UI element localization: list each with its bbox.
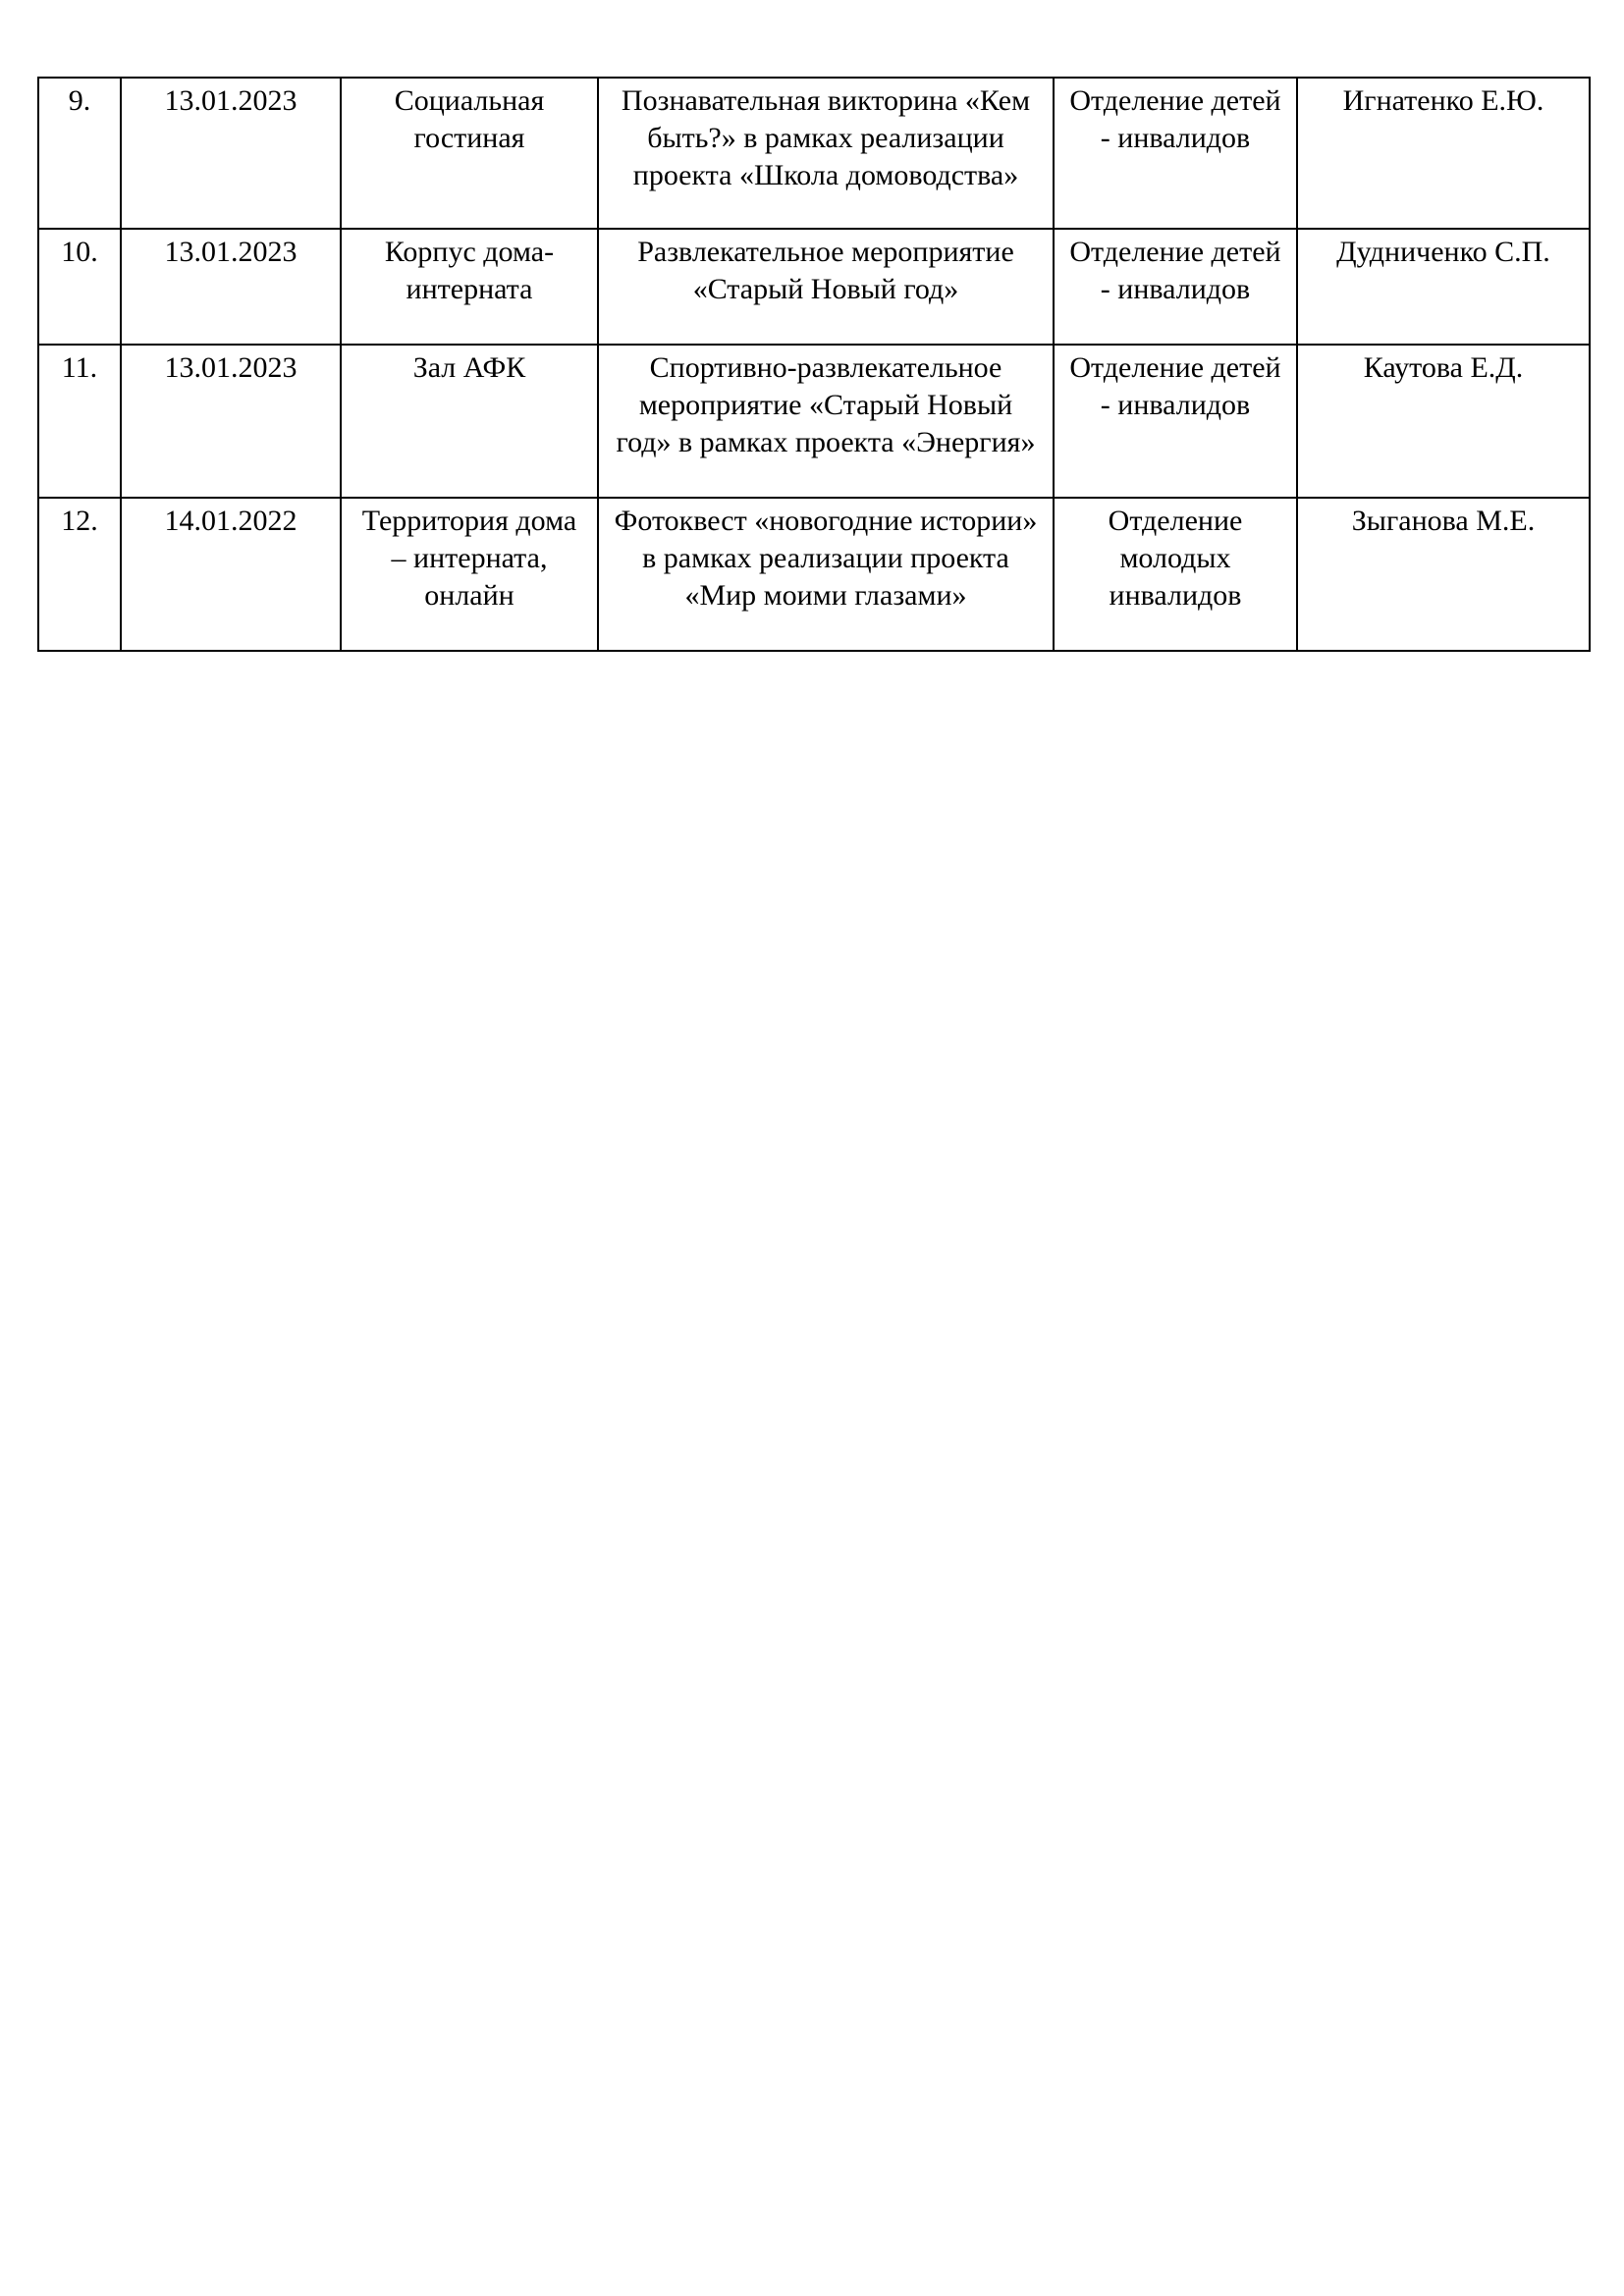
responsible-person: Игнатенко Е.Ю. (1297, 78, 1590, 229)
department: Отделение детей - инвалидов (1054, 229, 1297, 345)
table-row (38, 498, 1590, 651)
row-number: 11. (38, 345, 121, 498)
events-table (37, 77, 1591, 652)
department: Отделение детей - инвалидов (1054, 78, 1297, 229)
department: Отделение молодых инвалидов (1054, 498, 1297, 651)
row-number: 10. (38, 229, 121, 345)
event-title: Развлекательное мероприятие «Старый Новый год» (598, 229, 1054, 345)
table-row (38, 78, 1590, 229)
responsible-person: Дудниченко С.П. (1297, 229, 1590, 345)
row-number: 9. (38, 78, 121, 229)
event-date: 13.01.2023 (121, 78, 341, 229)
event-title: Познавательная викторина «Кем быть?» в рамках реализации проекта «Школа домоводства» (598, 78, 1054, 229)
event-location: Социальная гостиная (341, 78, 598, 229)
event-date: 13.01.2023 (121, 345, 341, 498)
event-location: Территория дома – интерната, онлайн (341, 498, 598, 651)
event-location: Зал АФК (341, 345, 598, 498)
row-number: 12. (38, 498, 121, 651)
responsible-person: Зыганова М.Е. (1297, 498, 1590, 651)
table-row (38, 229, 1590, 345)
event-location: Корпус дома-интерната (341, 229, 598, 345)
table-row (38, 345, 1590, 498)
event-title: Фотоквест «новогодние истории» в рамках реализации проекта «Мир моими глазами» (598, 498, 1054, 651)
department: Отделение детей - инвалидов (1054, 345, 1297, 498)
event-title: Спортивно-развлекательное мероприятие «Старый Новый год» в рамках проекта «Энергия» (598, 345, 1054, 498)
event-date: 13.01.2023 (121, 229, 341, 345)
event-date: 14.01.2022 (121, 498, 341, 651)
responsible-person: Каутова Е.Д. (1297, 345, 1590, 498)
